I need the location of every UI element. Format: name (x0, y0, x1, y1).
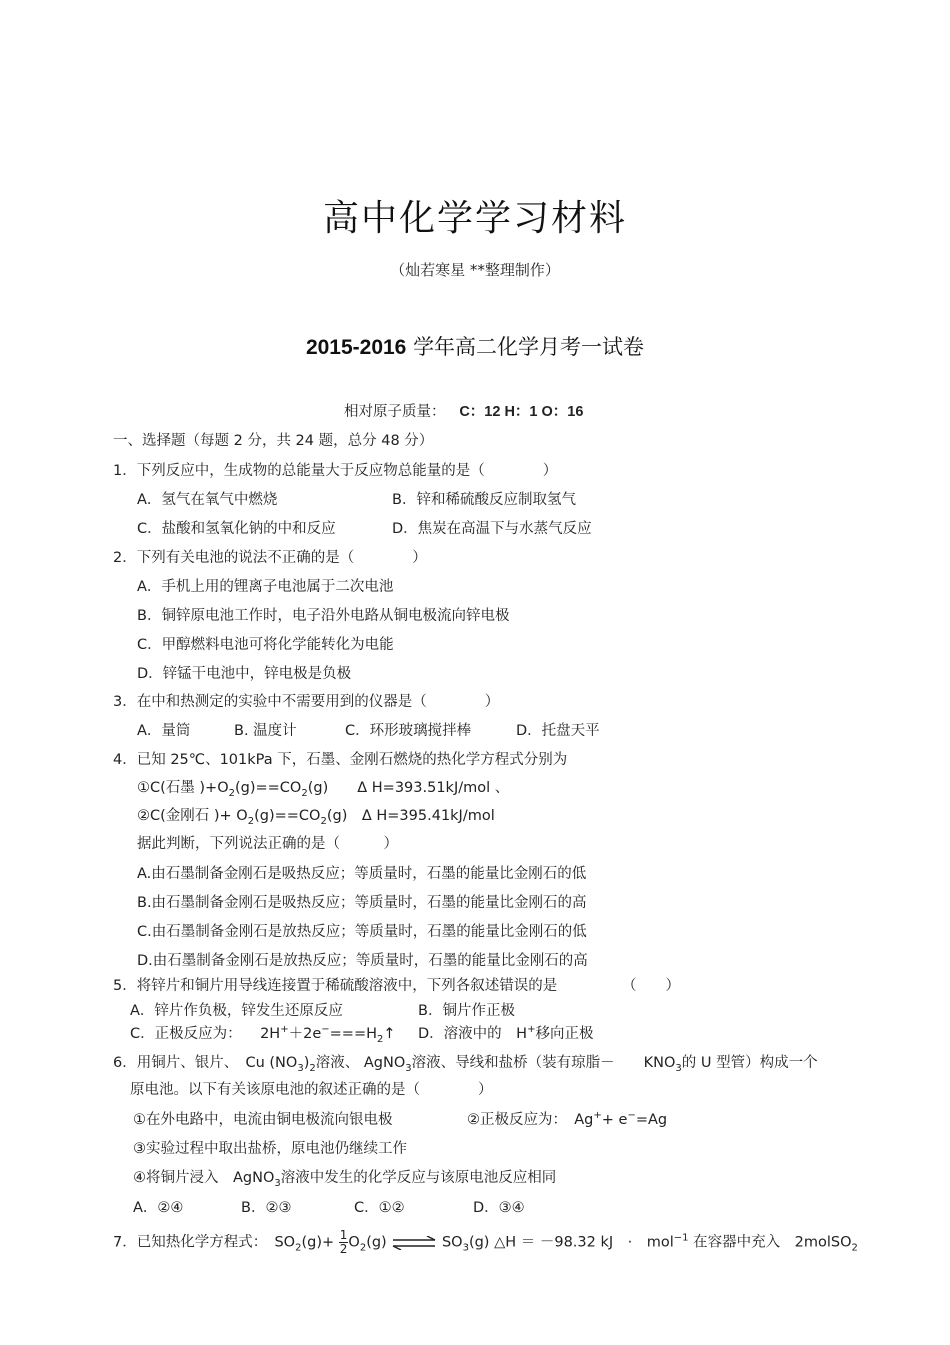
q6-stem-line-2: 原电池。以下有关该原电池的叙述正确的是（ ） (130, 1082, 493, 1098)
atomic-mass-line (344, 403, 583, 421)
q1-option-a: A．氢气在氧气中燃烧 (137, 492, 278, 508)
q2-option-a: A．手机上用的锂离子电池属于二次电池 (137, 579, 394, 595)
equilibrium-arrow-icon (391, 1236, 437, 1250)
q5-c-sup-plus: + (280, 1024, 289, 1036)
q7-frac-den: 2 (339, 1242, 348, 1256)
q6-option-c: C．①② (354, 1200, 405, 1216)
q4-judge: 据此判断，下列说法正确的是（ ） (137, 836, 398, 852)
q5-d-part-b: 移向正极 (535, 1026, 594, 1042)
q5-option-b: B．铜片作正极 (418, 1003, 515, 1019)
q6-s2-sup-plus: + (593, 1110, 602, 1122)
q5-paren: （ ） (622, 978, 680, 994)
q6-stem-line-1 (113, 1054, 818, 1072)
q1-option-c: C．盐酸和氢氧化钠的中和反应 (137, 521, 336, 537)
q3-stem: 3．在中和热测定的实验中不需要用到的仪器是（ ） (113, 694, 500, 710)
q3-option-c: C．环形玻璃搅拌棒 (345, 723, 472, 739)
q5-stem: 5．将锌片和铜片用导线连接置于稀硫酸溶液中，下列各叙述错误的是 (113, 978, 558, 994)
atomic-mass-label: 相对原子质量： (344, 404, 446, 420)
q4-eq1-part-a: ①C(石墨 )+O (137, 780, 229, 796)
q4-eq2-part-b: (g)==CO (254, 808, 321, 824)
q4-equation-1 (137, 779, 509, 797)
q4-eq1-part-b: (g)==CO (234, 780, 302, 796)
q5-c-eq-d: ↑ (383, 1026, 396, 1042)
page-title: 高中化学学习材料 (322, 198, 627, 239)
q1-option-b: B．锌和稀硫酸反应制取氢气 (392, 492, 576, 508)
q3-option-b: B. 温度计 (234, 723, 297, 739)
q6-s2-sup-minus: − (627, 1110, 636, 1122)
q2-option-d: D．锌锰干电池中，锌电极是负极 (137, 666, 352, 682)
q5-option-d (418, 1025, 593, 1043)
q6-stem-b: ) (303, 1055, 310, 1071)
q7-sub-2b: 2 (359, 1242, 367, 1254)
q7-stem-e: SO (441, 1234, 463, 1251)
q7-stem-b: (g)+ (301, 1234, 335, 1251)
q4-eq1-sub-b: 2 (301, 787, 308, 799)
q4-eq2-part-a: ②C(金刚石 )+ O (137, 808, 248, 824)
q7-stem-a: 7．已知热化学方程式： SO (113, 1234, 296, 1251)
q5-d-part-a: D．溶液中的 H (418, 1026, 528, 1042)
q3-option-a: A．量筒 (137, 723, 191, 739)
q6-s4-sub-3: 3 (274, 1177, 281, 1189)
q4-eq1-sub-a: 2 (228, 787, 235, 799)
page-subtitle: （灿若寒星 **整理制作） (390, 261, 560, 279)
q7-stem-g: 在容器中充入 2molSO (693, 1234, 852, 1251)
exam-title (0, 331, 950, 361)
q7-stem (113, 1229, 858, 1256)
q6-option-d: D．③④ (473, 1200, 525, 1216)
q6-s2-b: + e (601, 1112, 628, 1128)
q6-stem-a: 6．用铜片、银片、 Cu (NO (113, 1055, 298, 1071)
q4-eq2-sub-b: 2 (320, 815, 327, 827)
q2-option-b: B．铜锌原电池工作时，电子沿外电路从铜电极流向锌电极 (137, 608, 510, 624)
q7-sub-2c: 2 (851, 1242, 858, 1254)
q3-option-d: D．托盘天平 (516, 723, 600, 739)
q6-stem-d: 溶液、导线和盐桥（装有琼脂－ KNO (411, 1055, 676, 1071)
q6-s4-a: ④将铜片浸入 AgNO (133, 1170, 275, 1186)
q6-stem-c: 溶液、 AgNO (315, 1055, 406, 1071)
q7-sup-neg1: −1 (673, 1232, 689, 1244)
q1-stem: 1．下列反应中，生成物的总能量大于反应物总能量的是（ ） (113, 463, 558, 479)
q7-stem-f: (g) △H ＝ －98.32 kJ · mol (468, 1234, 674, 1251)
q6-sub-3c: 3 (675, 1062, 682, 1074)
q6-s2-a: ②正极反应为： Ag (467, 1112, 594, 1128)
q7-stem-d: (g) (366, 1234, 387, 1251)
exam-year: 2015-2016 (305, 336, 407, 359)
q4-eq2-part-c: (g) Δ H=395.41kJ/mol (326, 808, 495, 824)
q6-s4-b: 溶液中发生的化学反应与该原电池反应相同 (280, 1170, 557, 1186)
q5-c-eq-a: 2H (260, 1026, 281, 1042)
q6-statement-3: ③实验过程中取出盐桥，原电池仍继续工作 (133, 1141, 407, 1157)
q7-sub-3: 3 (462, 1242, 469, 1254)
q6-statement-2 (467, 1111, 667, 1129)
q4-equation-2 (137, 807, 495, 825)
q5-c-sup-minus: − (321, 1024, 330, 1036)
q6-statement-4 (133, 1169, 556, 1187)
q4-eq2-sub-a: 2 (247, 815, 255, 827)
q4-option-b: B.由石墨制备金刚石是吸热反应；等质量时，石墨的能量比金刚石的高 (137, 895, 587, 911)
q6-option-b: B．②③ (241, 1200, 292, 1216)
section-heading: 一、选择题（每题 2 分，共 24 题，总分 48 分） (113, 433, 434, 449)
q7-frac-num: 1 (339, 1228, 348, 1242)
q4-stem: 4．已知 25℃、101kPa 下，石墨、金刚石燃烧的热化学方程式分别为 (113, 752, 568, 768)
q6-sub-2: 2 (309, 1062, 316, 1074)
q7-sub-2a: 2 (295, 1242, 302, 1254)
atomic-mass-values: C：12 H：1 O：16 (459, 404, 584, 420)
q6-option-a: A．②④ (133, 1200, 184, 1216)
q6-sub-3b: 3 (405, 1062, 412, 1074)
q4-option-d: D.由石墨制备金刚石是放热反应；等质量时，石墨的能量比金刚石的高 (137, 953, 588, 969)
q1-option-d: D．焦炭在高温下与水蒸气反应 (392, 521, 592, 537)
q5-option-a: A．锌片作负极，锌发生还原反应 (130, 1003, 343, 1019)
q5-c-eq-b: ＋2e (288, 1026, 322, 1042)
q7-fraction (339, 1229, 349, 1256)
q2-option-c: C．甲醇燃料电池可将化学能转化为电能 (137, 637, 394, 653)
q4-eq1-part-c: (g) Δ H=393.51kJ/mol 、 (307, 780, 510, 796)
q6-s2-c: =Ag (635, 1112, 668, 1128)
q6-statement-1: ①在外电路中，电流由铜电极流向银电极 (133, 1112, 393, 1128)
q2-stem: 2．下列有关电池的说法不正确的是（ ） (113, 550, 427, 566)
q4-option-a: A.由石墨制备金刚石是吸热反应；等质量时，石墨的能量比金刚石的低 (137, 866, 587, 882)
q7-stem-c: O (348, 1234, 360, 1251)
q5-c-sub-2: 2 (377, 1033, 384, 1045)
q6-sub-3a: 3 (297, 1062, 304, 1074)
q5-c-label: C．正极反应为： (130, 1026, 242, 1042)
q5-option-c (130, 1025, 396, 1043)
q4-option-c: C.由石墨制备金刚石是放热反应；等质量时，石墨的能量比金刚石的低 (137, 924, 587, 940)
exam-name: 学年高二化学月考一试卷 (413, 335, 645, 359)
q5-d-sup-plus: + (527, 1024, 536, 1036)
q5-c-eq-c: ===H (329, 1026, 377, 1042)
q6-stem-e: 的 U 型管）构成一个 (681, 1055, 818, 1071)
